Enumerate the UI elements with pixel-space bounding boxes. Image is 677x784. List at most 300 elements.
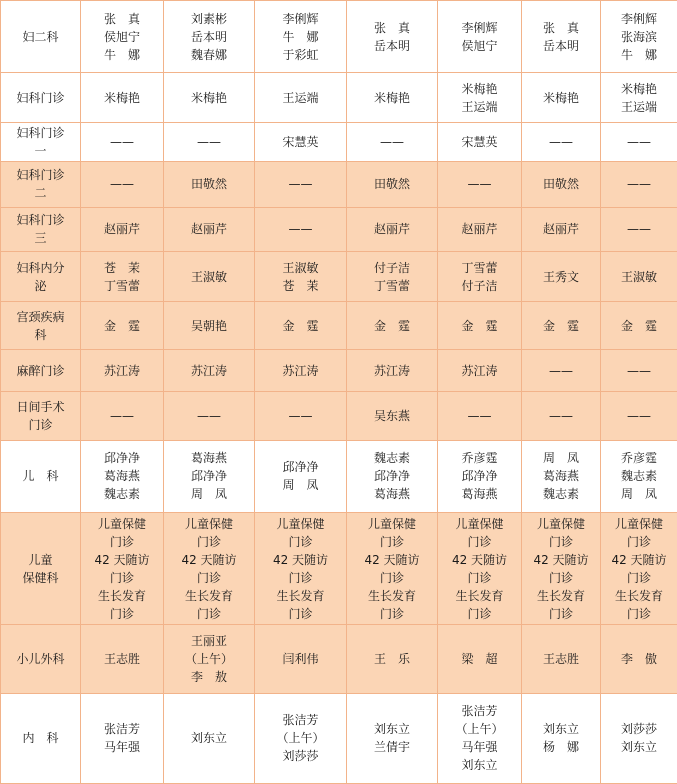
schedule-cell [81, 123, 164, 161]
doctor-name: 魏春娜 [190, 47, 227, 62]
schedule-cell [347, 693, 438, 783]
department-label: 日间手术 [16, 400, 65, 415]
schedule-cell [347, 123, 438, 161]
schedule-cell [601, 625, 677, 693]
schedule-cell [438, 350, 522, 392]
doctor-name: 李俐辉 [282, 11, 319, 26]
doctor-name: 田敬然 [190, 177, 227, 192]
schedule-cell [164, 73, 255, 123]
doctor-name: —— [549, 135, 573, 150]
doctor-name: 葛海燕 [542, 469, 579, 484]
doctor-name: —— [467, 177, 492, 192]
doctor-name: 王运端 [461, 99, 498, 114]
doctor-name: 门诊 [109, 534, 134, 549]
department-cell [1, 350, 81, 392]
schedule-cell [522, 512, 601, 624]
doctor-name: —— [288, 222, 313, 237]
department-cell [1, 625, 81, 693]
doctor-name: 42 天随访 [451, 552, 508, 567]
schedule-cell [164, 350, 255, 392]
doctor-name: 金 霆 [542, 318, 579, 333]
doctor-name: 周 凤 [282, 478, 319, 493]
doctor-name: 王 乐 [373, 651, 410, 666]
doctor-name: 丁雪蕾 [103, 278, 140, 293]
doctor-name: 闫利伟 [282, 651, 319, 666]
doctor-name: 生长发育 [614, 588, 663, 603]
doctor-name: 苍 茉 [282, 278, 319, 293]
doctor-name: 门诊 [467, 534, 492, 549]
doctor-name: 42 天随访 [611, 552, 667, 567]
doctor-name: 门诊 [196, 570, 221, 585]
department-cell [1, 207, 81, 251]
doctor-name: 刘东立 [461, 758, 498, 773]
schedule-cell [81, 207, 164, 251]
doctor-name: —— [110, 135, 134, 150]
doctor-name: 王志胜 [542, 651, 579, 666]
department-label: 三 [34, 231, 47, 246]
department-cell [1, 123, 81, 161]
doctor-name: 儿童保健 [367, 516, 416, 531]
schedule-cell [255, 1, 347, 73]
schedule-cell [255, 693, 347, 783]
doctor-name: 儿童保健 [536, 516, 585, 531]
doctor-name: 李俐辉 [461, 20, 498, 35]
doctor-name: 李 敖 [190, 669, 227, 684]
schedule-cell [81, 440, 164, 512]
schedule-cell [438, 625, 522, 693]
doctor-name: 儿童保健 [614, 516, 663, 531]
department-label: 保健科 [22, 570, 59, 585]
doctor-name: 刘莎莎 [282, 749, 319, 764]
department-label: 儿童 [28, 552, 53, 567]
doctor-name: 王淑敏 [190, 269, 227, 284]
doctor-name: 付子洁 [373, 260, 410, 275]
department-cell [1, 302, 81, 350]
schedule-cell [164, 251, 255, 301]
doctor-name: 邱净净 [103, 451, 140, 466]
doctor-name: 田敬然 [542, 177, 579, 192]
doctor-name: 门诊 [379, 534, 404, 549]
doctor-name: 王运端 [620, 99, 657, 114]
doctor-name: 魏志素 [373, 451, 410, 466]
schedule-cell [438, 440, 522, 512]
doctor-name: 门诊 [288, 570, 313, 585]
schedule-cell [347, 350, 438, 392]
schedule-cell [81, 392, 164, 440]
doctor-name: 刘东立 [542, 722, 579, 737]
schedule-cell [438, 1, 522, 73]
doctor-name: 赵丽芹 [542, 222, 579, 237]
schedule-cell [522, 251, 601, 301]
schedule-cell [522, 392, 601, 440]
schedule-cell [601, 350, 677, 392]
schedule-cell [255, 392, 347, 440]
doctor-name: 刘素彬 [190, 11, 227, 26]
department-cell [1, 392, 81, 440]
doctor-name: 42 天随访 [533, 552, 589, 567]
doctor-name: （上午） [276, 731, 325, 746]
doctor-name: 李 傲 [620, 651, 657, 666]
doctor-name: 王淑敏 [282, 260, 319, 275]
doctor-name: 门诊 [467, 570, 492, 585]
doctor-name: —— [627, 409, 651, 424]
doctor-name: 42 天随访 [94, 552, 150, 567]
doctor-name: —— [627, 222, 651, 237]
doctor-name: —— [288, 409, 313, 424]
doctor-name: 王丽亚 [190, 633, 227, 648]
doctor-name: 金 霆 [373, 318, 410, 333]
department-label: 妇科内分 [16, 260, 65, 275]
schedule-cell [255, 161, 347, 207]
doctor-name: 吴朝艳 [190, 318, 227, 333]
doctor-name: 生长发育 [184, 588, 233, 603]
doctor-name: 王淑敏 [620, 269, 657, 284]
department-cell [1, 161, 81, 207]
schedule-cell [255, 207, 347, 251]
department-label: 科 [34, 327, 47, 342]
doctor-name: 王志胜 [103, 651, 140, 666]
doctor-name: 米梅艳 [190, 90, 227, 105]
doctor-name: 金 霆 [103, 318, 140, 333]
doctor-name: —— [110, 177, 134, 192]
schedule-cell [255, 123, 347, 161]
doctor-name: 刘莎莎 [620, 722, 657, 737]
schedule-cell [438, 392, 522, 440]
schedule-cell [438, 123, 522, 161]
doctor-name: 岳本明 [190, 29, 227, 44]
doctor-name: 葛海燕 [373, 487, 410, 502]
schedule-cell [164, 207, 255, 251]
schedule-cell [347, 161, 438, 207]
doctor-name: 门诊 [379, 570, 404, 585]
department-label: 妇科门诊 [16, 213, 65, 228]
schedule-body [1, 1, 677, 784]
doctor-name: 门诊 [548, 570, 573, 585]
schedule-cell [438, 73, 522, 123]
schedule-row [1, 512, 677, 624]
department-label: 妇科门诊 [16, 126, 65, 141]
doctor-name: —— [197, 409, 221, 424]
doctor-name: 葛海燕 [190, 451, 227, 466]
doctor-name: 儿童保健 [184, 516, 233, 531]
doctor-name: 门诊 [196, 534, 221, 549]
doctor-name: 张海滨 [620, 29, 657, 44]
doctor-name: 门诊 [548, 534, 573, 549]
schedule-row [1, 693, 677, 783]
doctor-name: 王运端 [282, 90, 319, 105]
doctor-name: 42 天随访 [272, 552, 329, 567]
schedule-cell [347, 440, 438, 512]
schedule-cell [81, 251, 164, 301]
schedule-cell [601, 73, 677, 123]
schedule-cell [601, 251, 677, 301]
department-cell [1, 1, 81, 73]
doctor-name: 梁 超 [461, 651, 498, 666]
doctor-name: 生长发育 [276, 588, 325, 603]
schedule-cell [164, 693, 255, 783]
schedule-cell [522, 440, 601, 512]
schedule-cell [255, 302, 347, 350]
doctor-name: —— [288, 177, 313, 192]
doctor-name: 米梅艳 [373, 90, 410, 105]
doctor-name: 牛 娜 [620, 47, 657, 62]
department-label: 门诊 [28, 418, 53, 433]
doctor-name: 邱净净 [282, 460, 319, 475]
doctor-name: 牛 娜 [103, 47, 140, 62]
schedule-cell [347, 625, 438, 693]
department-label: 儿 科 [22, 469, 59, 484]
department-label: 泌 [34, 278, 47, 293]
doctor-name: 丁雪蕾 [461, 260, 498, 275]
schedule-cell [601, 123, 677, 161]
doctor-name: 周 凤 [620, 487, 657, 502]
department-cell [1, 693, 81, 783]
department-label: 一 [34, 144, 47, 159]
schedule-cell [438, 251, 522, 301]
doctor-name: 生长发育 [367, 588, 416, 603]
schedule-cell [164, 1, 255, 73]
schedule-cell [522, 73, 601, 123]
schedule-cell [601, 440, 677, 512]
doctor-name: 门诊 [548, 606, 573, 621]
doctor-name: 42 天随访 [181, 552, 237, 567]
schedule-cell [601, 392, 677, 440]
doctor-name: —— [197, 135, 221, 150]
doctor-name: 门诊 [288, 534, 313, 549]
schedule-row [1, 207, 677, 251]
schedule-row [1, 161, 677, 207]
schedule-cell [81, 350, 164, 392]
schedule-cell [164, 161, 255, 207]
doctor-name: 生长发育 [97, 588, 146, 603]
doctor-name: 苏江涛 [373, 363, 410, 378]
schedule-cell [255, 512, 347, 624]
doctor-name: 苏江涛 [103, 363, 140, 378]
doctor-name: 苏江涛 [282, 363, 319, 378]
schedule-cell [81, 625, 164, 693]
schedule-cell [255, 625, 347, 693]
doctor-name: 儿童保健 [455, 516, 504, 531]
schedule-cell [522, 123, 601, 161]
schedule-cell [438, 302, 522, 350]
schedule-cell [255, 73, 347, 123]
doctor-name: 门诊 [109, 606, 134, 621]
doctor-name: 门诊 [626, 606, 651, 621]
schedule-row [1, 1, 677, 73]
doctor-name: —— [627, 135, 651, 150]
department-cell [1, 251, 81, 301]
schedule-cell [255, 350, 347, 392]
doctor-name: 金 霆 [282, 318, 319, 333]
doctor-name: 苏江涛 [461, 363, 498, 378]
department-label: 麻醉门诊 [16, 363, 65, 378]
doctor-name: 门诊 [109, 570, 134, 585]
department-cell [1, 73, 81, 123]
doctor-name: 乔彦霆 [461, 451, 498, 466]
doctor-name: —— [110, 409, 134, 424]
doctor-name: 侯旭宁 [461, 38, 498, 53]
schedule-row [1, 392, 677, 440]
schedule-cell [522, 302, 601, 350]
doctor-name: 张洁芳 [103, 722, 140, 737]
doctor-name: 门诊 [626, 534, 651, 549]
doctor-name: 马年强 [103, 740, 140, 755]
doctor-name: 门诊 [196, 606, 221, 621]
department-label: 妇二科 [22, 29, 59, 44]
schedule-cell [347, 207, 438, 251]
schedule-cell [522, 207, 601, 251]
doctor-name: 侯旭宁 [103, 29, 140, 44]
doctor-name: 42 天随访 [364, 552, 420, 567]
schedule-cell [347, 392, 438, 440]
doctor-name: 米梅艳 [542, 90, 579, 105]
doctor-name: 葛海燕 [103, 469, 140, 484]
schedule-cell [438, 512, 522, 624]
doctor-name: 张 真 [542, 20, 579, 35]
schedule-cell [601, 302, 677, 350]
schedule-cell [347, 73, 438, 123]
doctor-name: —— [549, 363, 573, 378]
schedule-row [1, 440, 677, 512]
doctor-name: 兰倩宇 [373, 740, 410, 755]
schedule-cell [255, 440, 347, 512]
schedule-row [1, 625, 677, 693]
doctor-name: 儿童保健 [276, 516, 325, 531]
doctor-name: 邱净净 [373, 469, 410, 484]
doctor-name: 王秀文 [542, 269, 579, 284]
doctor-name: 周 凤 [542, 451, 579, 466]
doctor-name: 门诊 [467, 606, 492, 621]
schedule-row [1, 251, 677, 301]
schedule-row [1, 123, 677, 161]
doctor-name: 葛海燕 [461, 487, 498, 502]
doctor-name: 李俐辉 [620, 11, 657, 26]
doctor-name: 门诊 [626, 570, 651, 585]
department-cell [1, 440, 81, 512]
schedule-cell [81, 512, 164, 624]
doctor-name: 吴东燕 [373, 409, 410, 424]
department-label: 内 科 [22, 731, 59, 746]
doctor-name: 刘东立 [620, 740, 657, 755]
schedule-cell [81, 1, 164, 73]
doctor-name: —— [627, 177, 651, 192]
schedule-cell [522, 350, 601, 392]
schedule-row [1, 73, 677, 123]
doctor-name: 生长发育 [536, 588, 585, 603]
doctor-name: 张洁芳 [282, 713, 319, 728]
doctor-name: 金 霆 [620, 318, 657, 333]
doctor-name: 米梅艳 [461, 81, 498, 96]
schedule-row [1, 350, 677, 392]
doctor-name: 马年强 [461, 740, 498, 755]
doctor-name: 门诊 [288, 606, 313, 621]
doctor-name: 儿童保健 [97, 516, 146, 531]
department-label: 宫颈疾病 [16, 309, 65, 324]
doctor-name: —— [627, 363, 651, 378]
doctor-name: 刘东立 [190, 731, 227, 746]
schedule-cell [164, 123, 255, 161]
schedule-cell [164, 392, 255, 440]
schedule-cell [438, 693, 522, 783]
doctor-name: 邱净净 [461, 469, 498, 484]
doctor-name: —— [549, 409, 573, 424]
schedule-cell [81, 161, 164, 207]
doctor-name: 魏志素 [620, 469, 657, 484]
doctor-name: 丁雪蕾 [373, 278, 410, 293]
doctor-name: 杨 娜 [542, 740, 579, 755]
doctor-name: —— [467, 409, 492, 424]
department-cell [1, 512, 81, 624]
doctor-name: 宋慧英 [461, 135, 498, 150]
doctor-name: 金 霆 [461, 318, 498, 333]
doctor-name: 魏志素 [103, 487, 140, 502]
schedule-cell [601, 207, 677, 251]
doctor-name: 刘东立 [373, 722, 410, 737]
doctor-name: （上午） [184, 651, 233, 666]
department-label: 二 [34, 186, 47, 201]
schedule-cell [164, 302, 255, 350]
doctor-name: 米梅艳 [620, 81, 657, 96]
doctor-name: 乔彦霆 [620, 451, 657, 466]
doctor-name: 岳本明 [373, 38, 410, 53]
schedule-row [1, 302, 677, 350]
doctor-name: （上午） [455, 722, 504, 737]
doctor-name: 赵丽芹 [373, 222, 410, 237]
department-label: 妇科门诊 [16, 90, 65, 105]
doctor-name: 张 真 [103, 11, 140, 26]
schedule-cell [522, 161, 601, 207]
schedule-cell [347, 302, 438, 350]
schedule-cell [438, 207, 522, 251]
schedule-cell [347, 251, 438, 301]
schedule-cell [81, 302, 164, 350]
schedule-cell [81, 73, 164, 123]
schedule-cell [81, 693, 164, 783]
department-label: 小儿外科 [16, 651, 65, 666]
doctor-name: 魏志素 [542, 487, 579, 502]
schedule-cell [347, 512, 438, 624]
doctor-name: 门诊 [379, 606, 404, 621]
doctor-name: 苍 茉 [103, 260, 140, 275]
schedule-cell [601, 161, 677, 207]
doctor-name: 田敬然 [373, 177, 410, 192]
doctor-name: 赵丽芹 [103, 222, 140, 237]
doctor-name: 赵丽芹 [461, 222, 498, 237]
schedule-cell [347, 1, 438, 73]
doctor-name: 张 真 [373, 20, 410, 35]
doctor-name: 生长发育 [455, 588, 504, 603]
schedule-cell [522, 1, 601, 73]
doctor-name: 米梅艳 [103, 90, 140, 105]
doctor-name: 邱净净 [190, 469, 227, 484]
schedule-cell [601, 512, 677, 624]
schedule-cell [522, 625, 601, 693]
schedule-cell [164, 512, 255, 624]
doctor-name: 周 凤 [190, 487, 227, 502]
doctor-name: 宋慧英 [282, 135, 319, 150]
schedule-cell [164, 625, 255, 693]
schedule-cell [601, 693, 677, 783]
schedule-cell [438, 161, 522, 207]
doctor-name: 付子洁 [461, 278, 498, 293]
doctor-name: —— [380, 135, 404, 150]
schedule-cell [522, 693, 601, 783]
doctor-name: 岳本明 [542, 38, 579, 53]
doctor-name: 苏江涛 [190, 363, 227, 378]
doctor-name: 于彩虹 [282, 47, 319, 62]
schedule-cell [255, 251, 347, 301]
department-label: 妇科门诊 [16, 168, 65, 183]
